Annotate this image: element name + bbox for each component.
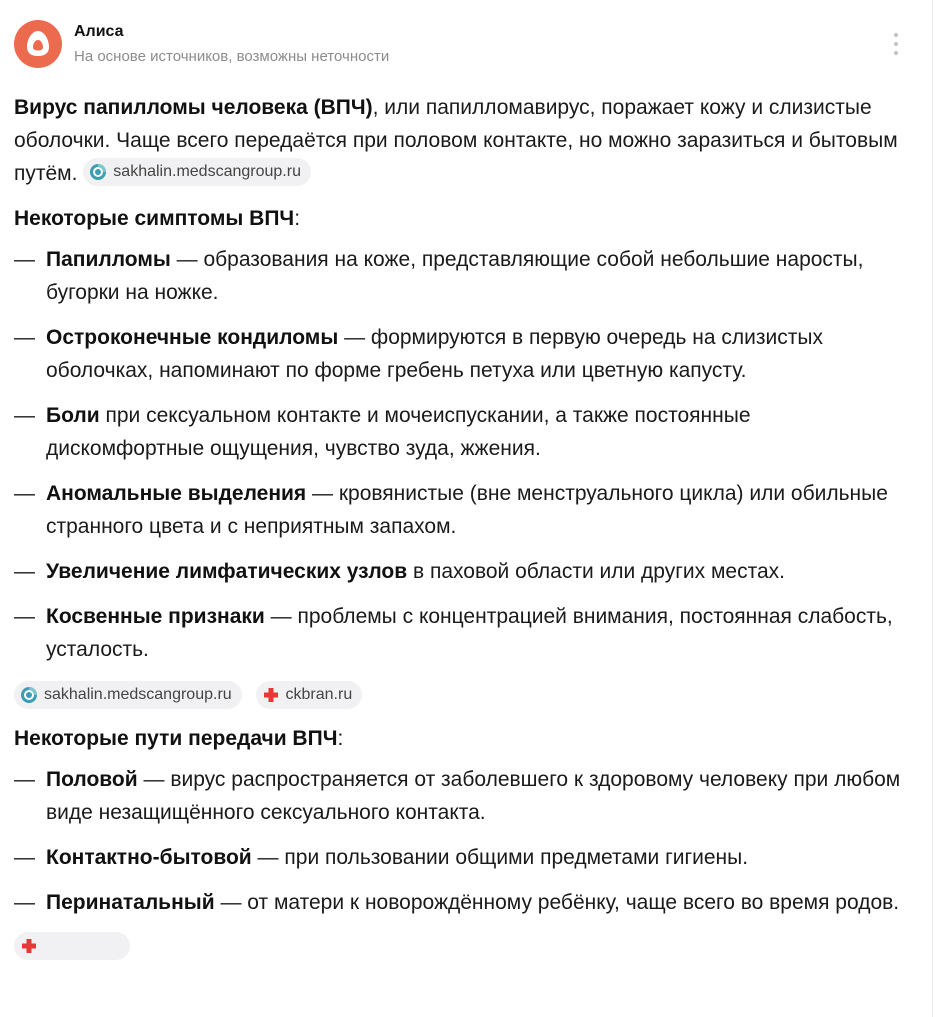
source-chip-medscan[interactable]	[83, 158, 311, 186]
list-item: — Папилломы — образования на коже, представляющие собой небольшие наросты, бугорки на ножке.	[14, 243, 904, 309]
answer-content	[14, 91, 904, 959]
transmission-sources	[14, 931, 904, 959]
list-item: — Косвенные признаки — проблемы с концентрацией внимания, постоянная слабость, усталость.	[14, 600, 904, 666]
alice-avatar	[14, 20, 62, 68]
source-label: sakhalin.medscangroup.ru	[44, 686, 232, 704]
source-label: ckbran.ru	[285, 686, 353, 704]
source-chip-ckbran[interactable]	[256, 681, 363, 709]
intro-bold: Вирус папилломы человека (ВПЧ)	[14, 96, 373, 119]
list-item: — Боли при сексуальном контакте и мочеиспускании, а также постоянные дискомфортные ощущения, чувство зуда, жжения.	[14, 399, 904, 465]
answer-disclaimer: На основе источников, возможны неточности	[74, 48, 390, 65]
medscan-logo-icon	[20, 686, 38, 704]
list-item: — Аномальные выделения — кровянистые (вне менструального цикла) или обильные странного цвета и с неприятным запахом.	[14, 477, 904, 543]
medscan-logo-icon	[89, 163, 107, 181]
list-item: — Контактно-бытовой — при пользовании общими предметами гигиены.	[14, 841, 904, 874]
symptoms-sources	[14, 678, 904, 710]
list-item: — Остроконечные кондиломы — формируются в первую очередь на слизистых оболочках, напоминают по форме гребень петуха или цветную капусту.	[14, 321, 904, 387]
list-item: — Перинатальный — от матери к новорождённому ребёнку, чаще всего во время родов.	[14, 886, 904, 919]
symptoms-heading: Некоторые симптомы ВПЧ:	[14, 207, 301, 230]
alice-logo-icon	[14, 20, 62, 68]
symptoms-list	[14, 243, 904, 666]
more-options-button[interactable]	[884, 30, 908, 60]
list-item: — Увеличение лимфатических узлов в паховой области или других местах.	[14, 555, 904, 588]
source-chip-partial[interactable]	[14, 932, 130, 960]
red-cross-icon	[262, 686, 280, 704]
intro-text: , или папилломавирус, поражает кожу и слизистые оболочки. Чаще всего передаётся при половом контакте, но можно заразиться и бытовым путём.	[14, 96, 898, 185]
source-label: sakhalin.medscangroup.ru	[113, 163, 301, 181]
transmission-list	[14, 763, 904, 919]
more-vertical-icon	[894, 33, 898, 37]
red-cross-icon	[20, 937, 38, 955]
answer-header	[14, 20, 914, 70]
transmission-heading: Некоторые пути передачи ВПЧ:	[14, 727, 344, 750]
author-name: Алиса	[74, 23, 124, 40]
source-chip-medscan[interactable]	[14, 681, 242, 709]
intro-paragraph	[14, 91, 904, 190]
list-item: — Половой — вирус распространяется от заболевшего к здоровому человеку при любом виде незащищённого сексуального контакта.	[14, 763, 904, 829]
